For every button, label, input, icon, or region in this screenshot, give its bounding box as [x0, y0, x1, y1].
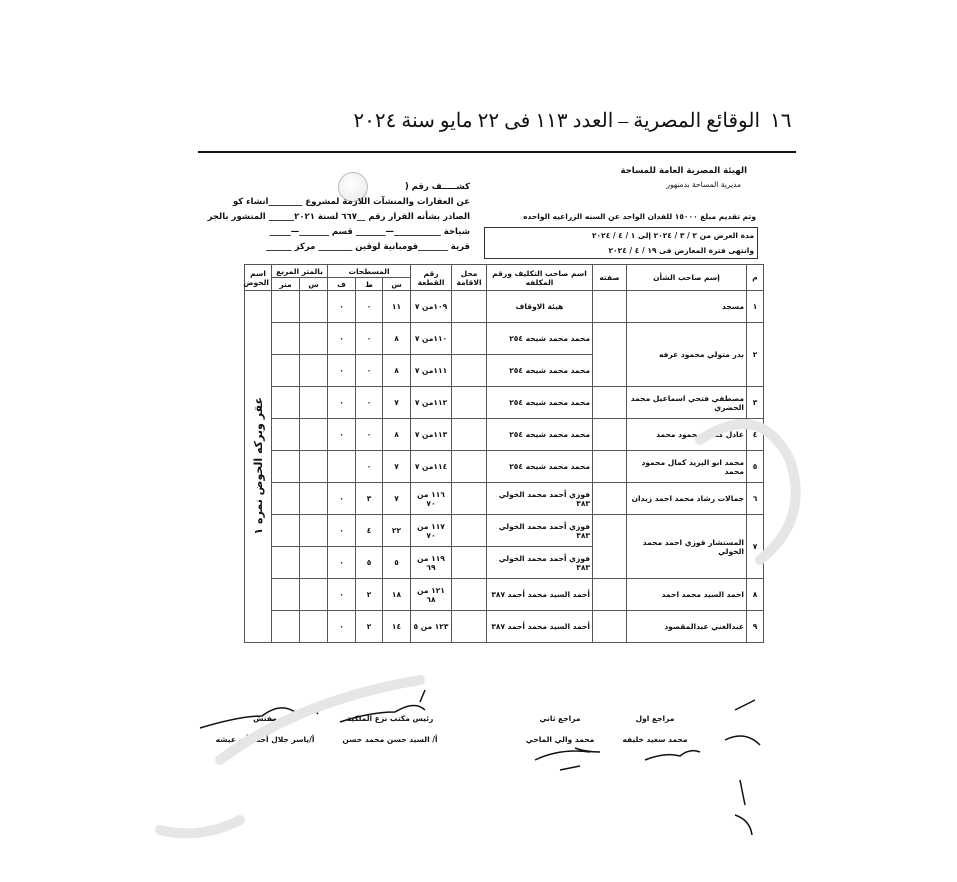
statement-block: [208, 180, 470, 255]
cell-feddan: ٠: [328, 483, 356, 515]
signature-reviewer-1: [610, 714, 700, 744]
table-row: [245, 451, 764, 483]
cell-tax_owner: محمد محمد شيحه ٢٥٤: [487, 419, 593, 451]
cell-capacity: [593, 579, 627, 611]
cell-sqm-s: [300, 579, 328, 611]
margin-annotation-icon: [725, 700, 760, 835]
cell-capacity: [593, 451, 627, 483]
cell-num: ٢: [747, 323, 764, 387]
cell-sqm-m: [272, 547, 300, 579]
cell-sqm-m: [272, 323, 300, 355]
statement-decree: الصادر بشأنه القرار رقم __٦٦٧ لسنة ٢٠٢١______ المنشور بالجر: [207, 212, 470, 222]
cell-sqm-s: [300, 451, 328, 483]
cell-feddan: ٠: [328, 547, 356, 579]
cell-feddan: ٠: [328, 579, 356, 611]
statement-district: شياخة ___________—_______ قسم _______—_____: [269, 227, 470, 237]
cell-owner: عادل كمال محمود محمد: [627, 419, 747, 451]
col-sqm-m: متر: [272, 278, 300, 291]
signature-reviewer-2: [515, 714, 605, 744]
org-name: الهيئة المصرية العامة للمساحة: [620, 166, 747, 176]
cell-sqm-m: [272, 483, 300, 515]
cell-sqm-s: [300, 419, 328, 451]
dates-box: [484, 227, 758, 259]
cell-plot: ١٢١ من ٦٨: [411, 579, 452, 611]
cell-tax_owner: هيئة الاوقاف: [487, 291, 593, 323]
cell-sahm: ٧: [383, 387, 411, 419]
cell-num: ٨: [747, 579, 764, 611]
cell-tax_owner: فوزي أحمد محمد الخولي ٣٨٣: [487, 547, 593, 579]
cell-sqm-s: [300, 483, 328, 515]
cell-sqm-s: [300, 515, 328, 547]
cell-residence: [452, 483, 487, 515]
cell-capacity: [593, 483, 627, 515]
cell-capacity: [593, 387, 627, 419]
cell-sqm-m: [272, 579, 300, 611]
cell-qirat: ٠: [356, 387, 383, 419]
col-sqm-s: س: [300, 278, 328, 291]
cell-sqm-s: [300, 547, 328, 579]
col-qirat: ط: [356, 278, 383, 291]
cell-basin: [245, 291, 272, 643]
cell-plot: ١١٠من ٧: [411, 323, 452, 355]
cell-feddan: ٠: [328, 387, 356, 419]
reviewer2-signature-icon: [535, 748, 600, 770]
cell-residence: [452, 547, 487, 579]
signature-inspector: [205, 714, 325, 744]
cell-sahm: ٢٢: [383, 515, 411, 547]
cell-residence: [452, 419, 487, 451]
cell-capacity: [593, 515, 627, 579]
cell-capacity: [593, 419, 627, 451]
cell-residence: [452, 355, 487, 387]
cell-owner: المستشار فوزي احمد محمد الخولي: [627, 515, 747, 579]
cell-sqm-s: [300, 291, 328, 323]
cell-residence: [452, 291, 487, 323]
cell-sahm: ٨: [383, 323, 411, 355]
col-residence: محل الاقامة: [452, 265, 487, 291]
signature-name: أ/ياسر جلال أحمد أبو عيشه: [215, 735, 315, 744]
cell-sahm: ١٤: [383, 611, 411, 643]
table-row: [245, 611, 764, 643]
cell-feddan: ٠: [328, 419, 356, 451]
cell-qirat: ٠: [356, 419, 383, 451]
cell-plot: ١٢٣ من ٥: [411, 611, 452, 643]
cell-tax_owner: محمد محمد شيحه ٢٥٤: [487, 355, 593, 387]
cell-residence: [452, 387, 487, 419]
cell-qirat: ٢: [356, 579, 383, 611]
statement-project: عن العقارات والمنشآت اللازمة لمشروع ________انشاء كو: [232, 197, 470, 207]
cell-feddan: ٠: [328, 515, 356, 547]
col-feddan: ف: [328, 278, 356, 291]
table-row: [245, 419, 764, 451]
cell-tax_owner: فوزي أحمد محمد الخولي ٣٨٣: [487, 483, 593, 515]
table-row: [245, 515, 764, 547]
signature-name: أ/ السيد حسن محمد حسن: [342, 735, 438, 744]
cell-sahm: ٧: [383, 451, 411, 483]
cell-tax_owner: محمد محمد شيحه ٢٥٤: [487, 451, 593, 483]
cell-sahm: ٥: [383, 547, 411, 579]
properties-table: [244, 264, 764, 643]
cell-plot: ١١٣من ٧: [411, 419, 452, 451]
cell-num: ٩: [747, 611, 764, 643]
col-plot: رقم القطعة: [411, 265, 452, 291]
cell-feddan: [328, 451, 356, 483]
signature-role: رئيس مكتب نزع الملكية: [346, 714, 434, 723]
cell-qirat: ٢: [356, 611, 383, 643]
cell-owner: مسجد: [627, 291, 747, 323]
reviewer1-signature-icon: [645, 751, 700, 760]
col-sahm: س: [383, 278, 411, 291]
header-divider: [198, 151, 796, 153]
cell-feddan: ٠: [328, 323, 356, 355]
cell-capacity: [593, 291, 627, 323]
cell-owner: احمد السيد محمد احمد: [627, 579, 747, 611]
cell-plot: ١١٢من ٧: [411, 387, 452, 419]
cell-sqm-s: [300, 611, 328, 643]
cell-tax_owner: أحمد السيد محمد أحمد ٣٨٧: [487, 579, 593, 611]
table-row: [245, 483, 764, 515]
cell-sqm-m: [272, 291, 300, 323]
cell-num: ٤: [747, 419, 764, 451]
signature-role: مراجع ثاني: [539, 714, 581, 723]
cell-sahm: ٧: [383, 483, 411, 515]
cell-sahm: ٨: [383, 419, 411, 451]
signature-office-head: [330, 714, 450, 744]
directorate: مديرية المساحة بدمنهور: [666, 180, 741, 189]
cell-qirat: ٥: [356, 547, 383, 579]
cell-owner: بدر متولي محمود عرفه: [627, 323, 747, 387]
cell-plot: ١١٧ من ٧٠: [411, 515, 452, 547]
cell-num: ٦: [747, 483, 764, 515]
cell-residence: [452, 515, 487, 547]
cell-sqm-s: [300, 387, 328, 419]
table-row: [245, 579, 764, 611]
cell-residence: [452, 579, 487, 611]
cell-sqm-s: [300, 355, 328, 387]
table-row: [245, 323, 764, 355]
cell-owner: مصطفي فتحي اسماعيل محمد الحضري: [627, 387, 747, 419]
cell-qirat: ٠: [356, 355, 383, 387]
objection-end: وانتهى فترة المعارض فى ١٩ / ٤ / ٢٠٢٤: [608, 246, 754, 255]
cell-residence: [452, 451, 487, 483]
cell-sqm-m: [272, 611, 300, 643]
cell-plot: ١١٦ من ٧٠: [411, 483, 452, 515]
cell-qirat: ٠: [356, 451, 383, 483]
cell-feddan: ٠: [328, 291, 356, 323]
cell-qirat: ٠: [356, 291, 383, 323]
col-num: م: [747, 265, 764, 291]
cell-num: ١: [747, 291, 764, 323]
inspector-signature-icon: [300, 704, 325, 714]
cell-sahm: ١٨: [383, 579, 411, 611]
col-capacity: صفته: [593, 265, 627, 291]
cell-residence: [452, 323, 487, 355]
signature-name: محمد سعيد خليفه: [622, 735, 688, 744]
cell-plot: ١١٤من ٧: [411, 451, 452, 483]
cell-qirat: ٣: [356, 483, 383, 515]
cell-sahm: ٨: [383, 355, 411, 387]
cell-owner: محمد ابو اليزيد كمال محمود محمد: [627, 451, 747, 483]
cell-tax_owner: فوزي أحمد محمد الخولي ٣٨٣: [487, 515, 593, 547]
cell-plot: ١١١من ٧: [411, 355, 452, 387]
cell-qirat: ٤: [356, 515, 383, 547]
statement-number: كشـــــف رقم (: [404, 182, 470, 192]
cell-plot: ١٠٩من ٧: [411, 291, 452, 323]
organization-header: [621, 166, 748, 189]
signature-role: مراجع اول: [635, 714, 675, 723]
display-period: مدة العرض من ٢ / ٣ / ٢٠٢٤ إلى ١ / ٤ / ٢٠٢٤: [591, 231, 754, 240]
cell-tax_owner: محمد محمد شيحه ٢٥٤: [487, 387, 593, 419]
gazette-title: الوقائع المصرية – العدد ١١٣ فى ٢٢ مايو سنة ٢٠٢٤: [353, 110, 760, 132]
cell-feddan: ٠: [328, 611, 356, 643]
cell-qirat: ٠: [356, 323, 383, 355]
cell-residence: [452, 611, 487, 643]
cell-owner: عبدالغني عبدالمقصود: [627, 611, 747, 643]
table-row: [245, 387, 764, 419]
compensation-rate: وتم تقديم مبلغ ١٥٠٠٠ للفدان الواحد عن السنه الزراعيه الواحده: [523, 212, 756, 221]
col-tax-owner: اسم صاحب التكليف ورقم المكلفه: [487, 265, 593, 291]
cell-sqm-m: [272, 451, 300, 483]
cell-sqm-m: [272, 355, 300, 387]
cell-tax_owner: محمد محمد شيحه ٢٥٤: [487, 323, 593, 355]
cell-capacity: [593, 611, 627, 643]
col-areas: المسطحات: [328, 265, 411, 278]
cell-num: ٧: [747, 515, 764, 579]
cell-sqm-s: [300, 323, 328, 355]
cell-capacity: [593, 323, 627, 387]
basin-name: عقر وبركه الحوض نمره ١: [251, 396, 265, 535]
cell-plot: ١١٩ من ٦٩: [411, 547, 452, 579]
cell-sahm: ١١: [383, 291, 411, 323]
signature-role: مفتش: [253, 714, 277, 723]
cell-sqm-m: [272, 515, 300, 547]
col-sqm: بالمتر المربع: [272, 265, 328, 278]
cell-num: ٣: [747, 387, 764, 419]
cell-feddan: ٠: [328, 355, 356, 387]
cell-owner: جمالات رشاد محمد احمد زيدان: [627, 483, 747, 515]
statement-village: قرية _______قومبانية لوقين ________ مركز ______: [266, 242, 470, 252]
page-number: ١٦: [770, 110, 792, 132]
signature-name: محمد والي الماحي: [525, 735, 595, 744]
table-row: [245, 291, 764, 323]
col-owner: إسم صاحب الشأن: [627, 265, 747, 291]
col-basin: اسم الحوض: [245, 265, 272, 291]
cell-tax_owner: أحمد السيد محمد أحمد ٣٨٧: [487, 611, 593, 643]
cell-sqm-m: [272, 419, 300, 451]
cell-sqm-m: [272, 387, 300, 419]
cell-num: ٥: [747, 451, 764, 483]
